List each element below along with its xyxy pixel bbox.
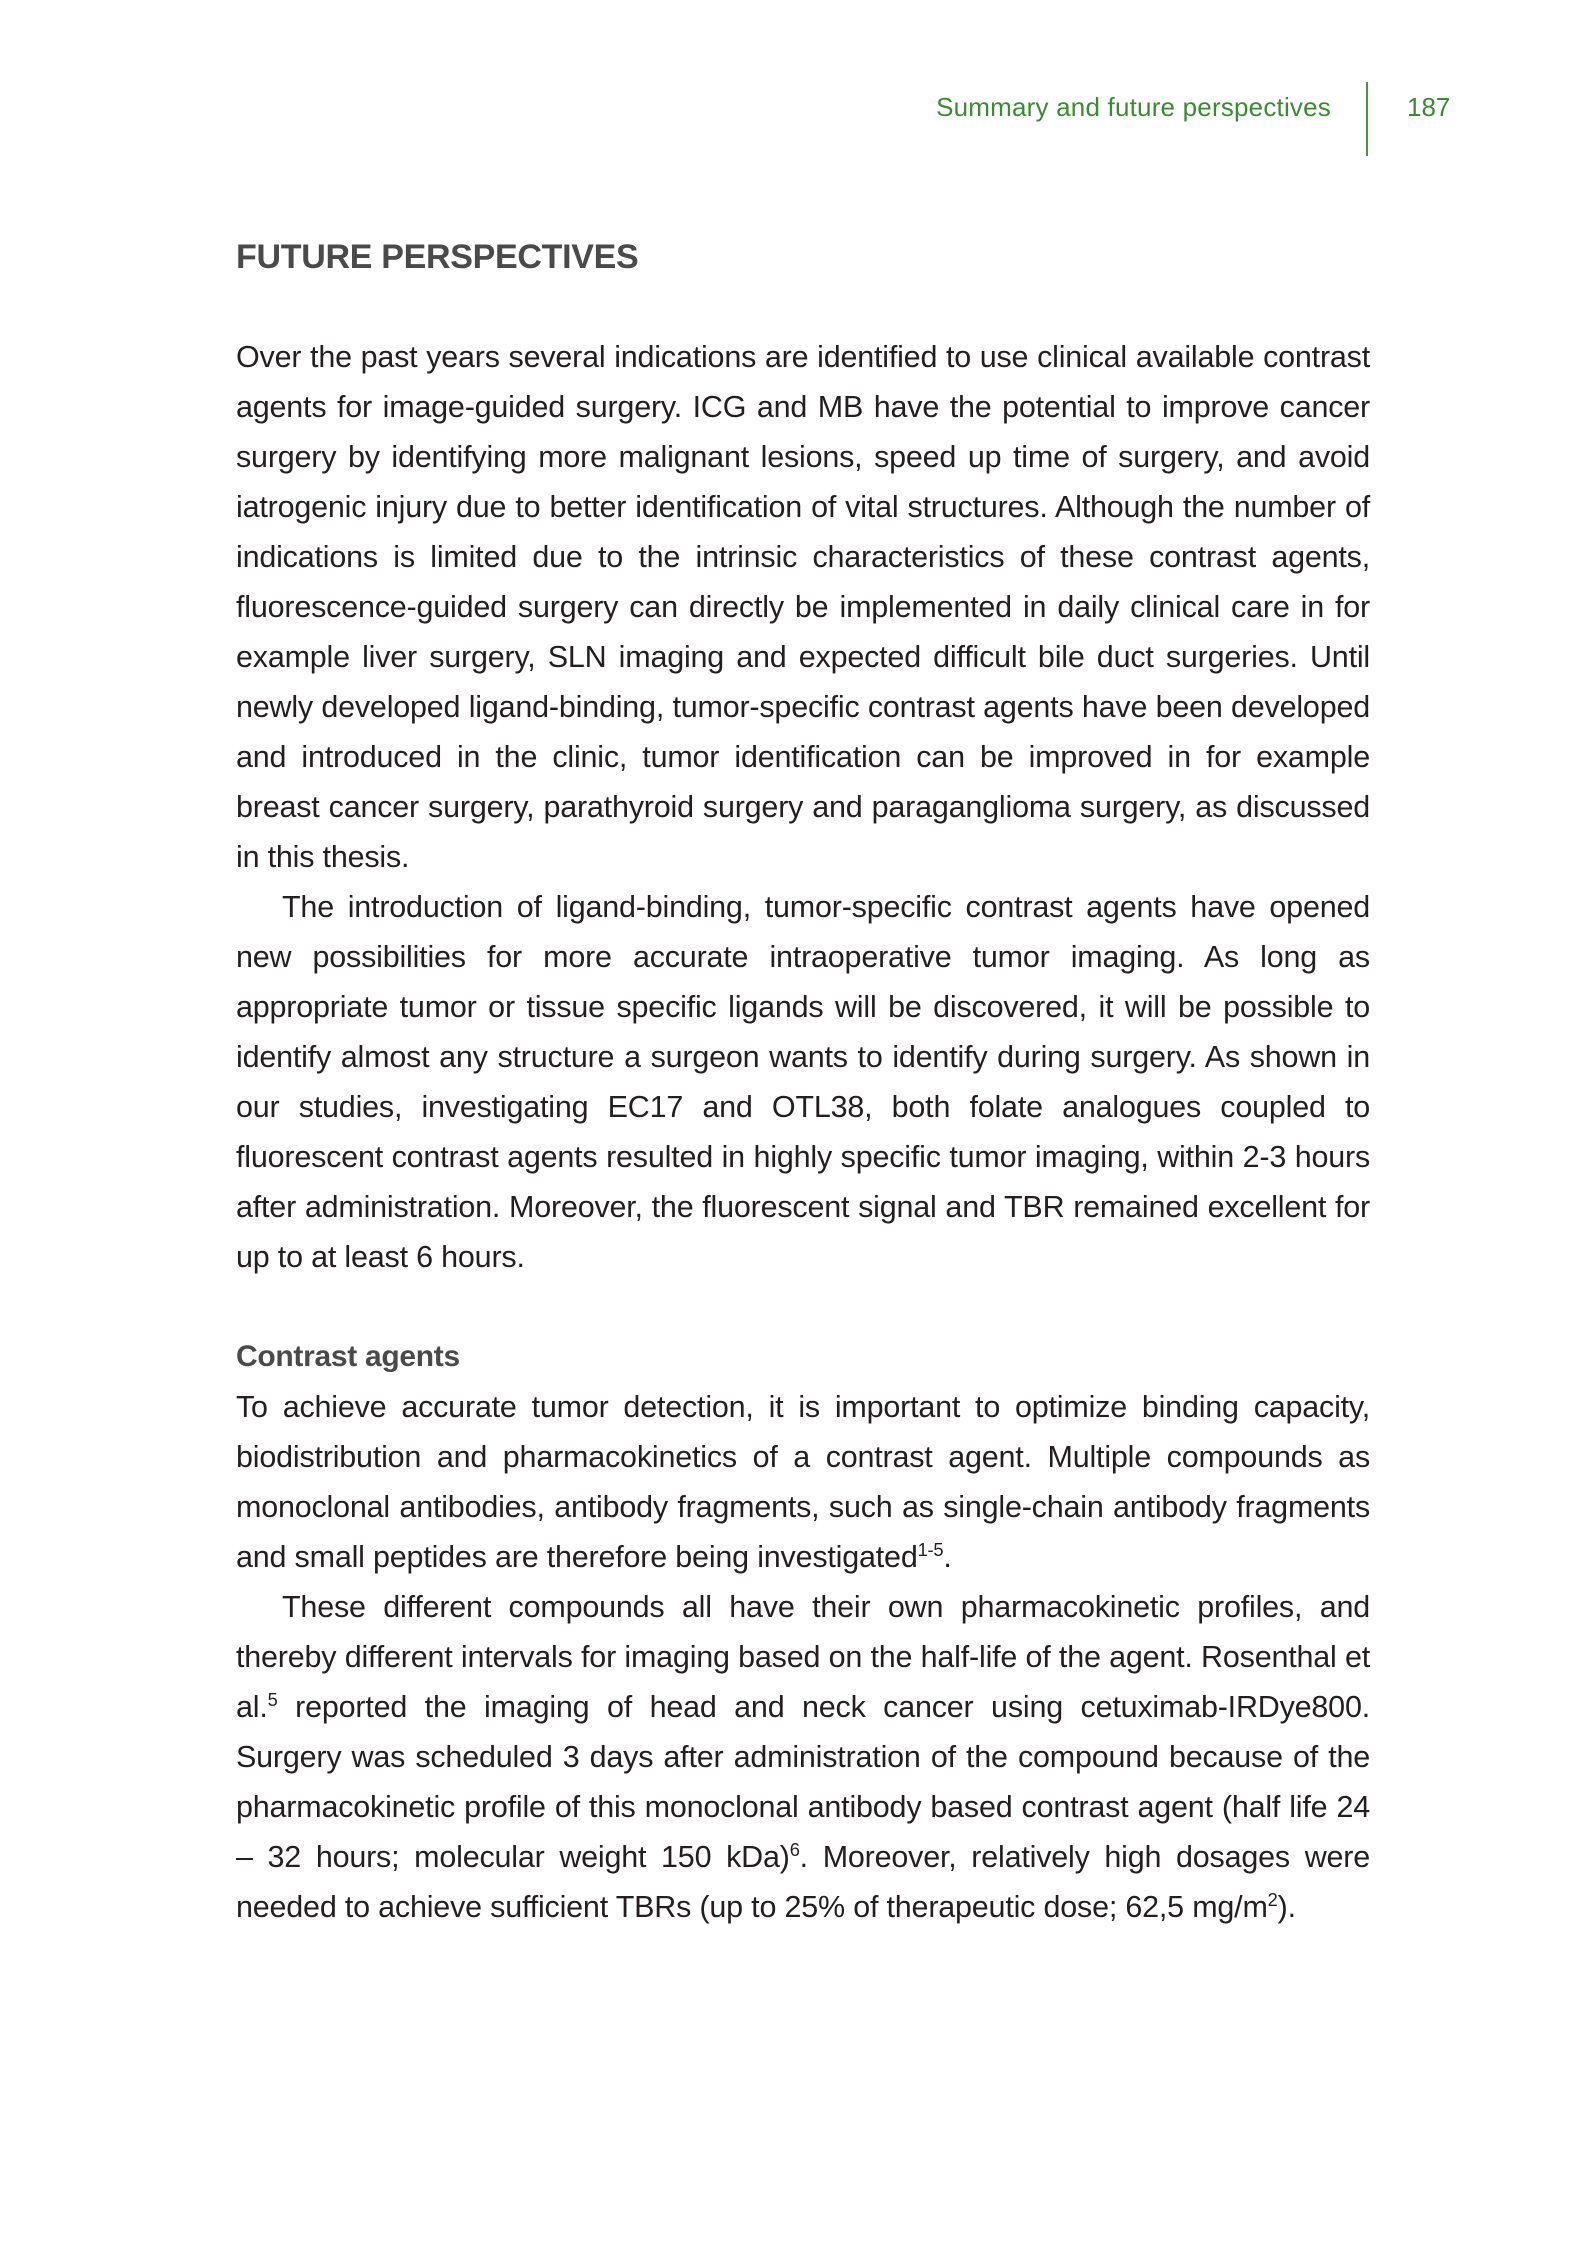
citation-reference: 6: [789, 1838, 800, 1860]
body-paragraph: The introduction of ligand-binding, tumor-specific contrast agents have opened new possibilities for more accurate intraoperative tumor imaging. As long as appropriate tumor or tissue specific ligands will be discovered, it will be possible to identify almost any structure a surgeon wants to identify during surgery. As shown in our studies, investigating EC17 and OTL38, both folate analogues coupled to fluorescent contrast agents resulted in highly specific tumor imaging, within 2-3 hours after administration. Moreover, the fluorescent signal and TBR remained excellent for up to at least 6 hours.: [236, 890, 1370, 1274]
paragraph-text: . Moreover, relatively high dosages were needed to achieve sufficient TBRs (up to 25% of therapeutic dose; 62,5 mg/m: [236, 1840, 1371, 1924]
paragraph-text: .: [943, 1540, 952, 1574]
superscript-exponent: 2: [1267, 1888, 1278, 1910]
spacer: [236, 1282, 1370, 1332]
header-divider: [1366, 82, 1368, 156]
page-body: [236, 232, 1370, 1932]
body-paragraph: Over the past years several indications are identified to use clinical available contrast agents for image-guided surgery. ICG and MB have the potential to improve cancer surgery by identifying more malignant lesions, speed up time of surgery, and avoid iatrogenic injury due to better identification of vital structures. Although the number of indications is limited due to the intrinsic characteristics of these contrast agents, fluorescence-guided surgery can directly be implemented in daily clinical care in for example liver surgery, SLN imaging and expected difficult bile duct surgeries. Until newly developed ligand-binding, tumor-specific contrast agents have been developed and introduced in the clinic, tumor identification can be improved in for example breast cancer surgery, parathyroid surgery and paraganglioma surgery, as discussed in this thesis.: [236, 340, 1370, 874]
paragraph-text: To achieve accurate tumor detection, it is important to optimize binding capacity, biodistribution and pharmacokinetics of a contrast agent. Multiple compounds as monoclonal antibodies, antibody fragments, such as single-chain antibody fragments and small peptides are therefore being investigated: [236, 1390, 1370, 1574]
subsection-title: Contrast agents: [236, 1340, 460, 1373]
body-paragraph: [236, 1382, 1370, 1582]
section-title: FUTURE PERSPECTIVES: [236, 238, 639, 276]
paragraph-text: reported the imaging of head and neck cancer using cetuximab-IRDye800. Surgery was scheduled 3 days after administration of the compound because of the pharmacokinetic profile of this monoclonal antibody based contrast agent (half life 24 – 32 hours; molecular weight 150 kDa): [236, 1690, 1370, 1874]
spacer: [236, 282, 1370, 332]
citation-reference: 1-5: [917, 1538, 944, 1560]
paragraph-text: These different compounds all have their own pharmacokinetic profiles, and thereby different intervals for imaging based on the half-life of the agent. Rosenthal et al.: [236, 1590, 1370, 1724]
body-paragraph: [236, 1582, 1370, 1932]
running-head-title: Summary and future perspectives: [936, 92, 1331, 122]
page-number: 187: [1407, 92, 1451, 122]
citation-reference: 5: [267, 1688, 278, 1710]
paragraph-text: ).: [1277, 1890, 1296, 1924]
